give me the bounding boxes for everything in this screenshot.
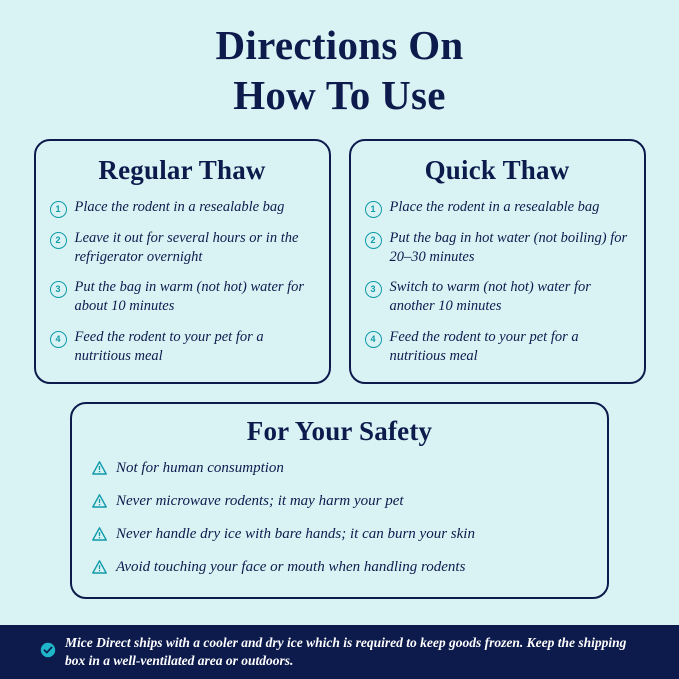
step-text: Place the rodent in a resealable bag [389, 199, 600, 216]
warning-triangle-icon [92, 494, 107, 513]
step-number-badge: 3 [50, 281, 67, 298]
list-item [365, 198, 630, 218]
step-number-badge: 4 [50, 331, 67, 348]
step-number-badge: 2 [50, 232, 67, 249]
regular-thaw-steps [50, 198, 315, 366]
page-title [0, 0, 679, 120]
footer-banner [0, 625, 679, 679]
check-circle-icon [40, 642, 56, 663]
safety-text: Never microwave rodents; it may harm your pet [116, 492, 404, 509]
quick-thaw-heading: Quick Thaw [424, 155, 570, 186]
list-item [50, 198, 315, 218]
regular-thaw-card [34, 139, 331, 384]
list-item [365, 278, 630, 316]
step-text: Feed the rodent to your pet for a nutritious meal [389, 328, 579, 364]
step-text: Feed the rodent to your pet for a nutritious meal [74, 328, 264, 364]
list-item [50, 278, 315, 316]
step-text: Put the bag in warm (not hot) water for about 10 minutes [74, 279, 305, 315]
quick-thaw-steps [365, 198, 630, 366]
safety-text: Never handle dry ice with bare hands; it can burn your skin [116, 525, 475, 542]
step-text: Leave it out for several hours or in the refrigerator overnight [74, 230, 299, 266]
step-text: Place the rodent in a resealable bag [74, 199, 285, 216]
list-item [365, 229, 630, 267]
quick-thaw-card [349, 139, 646, 384]
list-item [50, 328, 315, 366]
step-text: Switch to warm (not hot) water for another 10 minutes [389, 279, 591, 315]
step-number-badge: 1 [365, 201, 382, 218]
list-item [92, 459, 587, 480]
step-number-badge: 3 [365, 281, 382, 298]
safety-section [0, 402, 679, 599]
footer-text: Mice Direct ships with a cooler and dry ice which is required to keep goods frozen. Keep the shipping box in a well-ventilated area or outdoors. [65, 634, 627, 668]
safety-text: Avoid touching your face or mouth when handling rodents [116, 558, 466, 575]
list-item [92, 525, 587, 546]
step-number-badge: 1 [50, 201, 67, 218]
list-item [50, 229, 315, 267]
list-item [92, 558, 587, 579]
regular-thaw-heading: Regular Thaw [98, 155, 266, 186]
safety-heading: For Your Safety [246, 415, 433, 446]
warning-triangle-icon [92, 560, 107, 579]
step-number-badge: 4 [365, 331, 382, 348]
safety-text: Not for human consumption [116, 459, 284, 476]
page-title-line-2: How To Use [233, 72, 446, 119]
safety-items [92, 459, 587, 579]
thaw-cards-row [0, 139, 679, 384]
safety-card [70, 402, 609, 599]
page-title-line-1: Directions On [215, 22, 464, 68]
warning-triangle-icon [92, 461, 107, 480]
warning-triangle-icon [92, 527, 107, 546]
list-item [365, 328, 630, 366]
list-item [92, 492, 587, 513]
step-number-badge: 2 [365, 232, 382, 249]
step-text: Put the bag in hot water (not boiling) for 20–30 minutes [389, 230, 628, 266]
